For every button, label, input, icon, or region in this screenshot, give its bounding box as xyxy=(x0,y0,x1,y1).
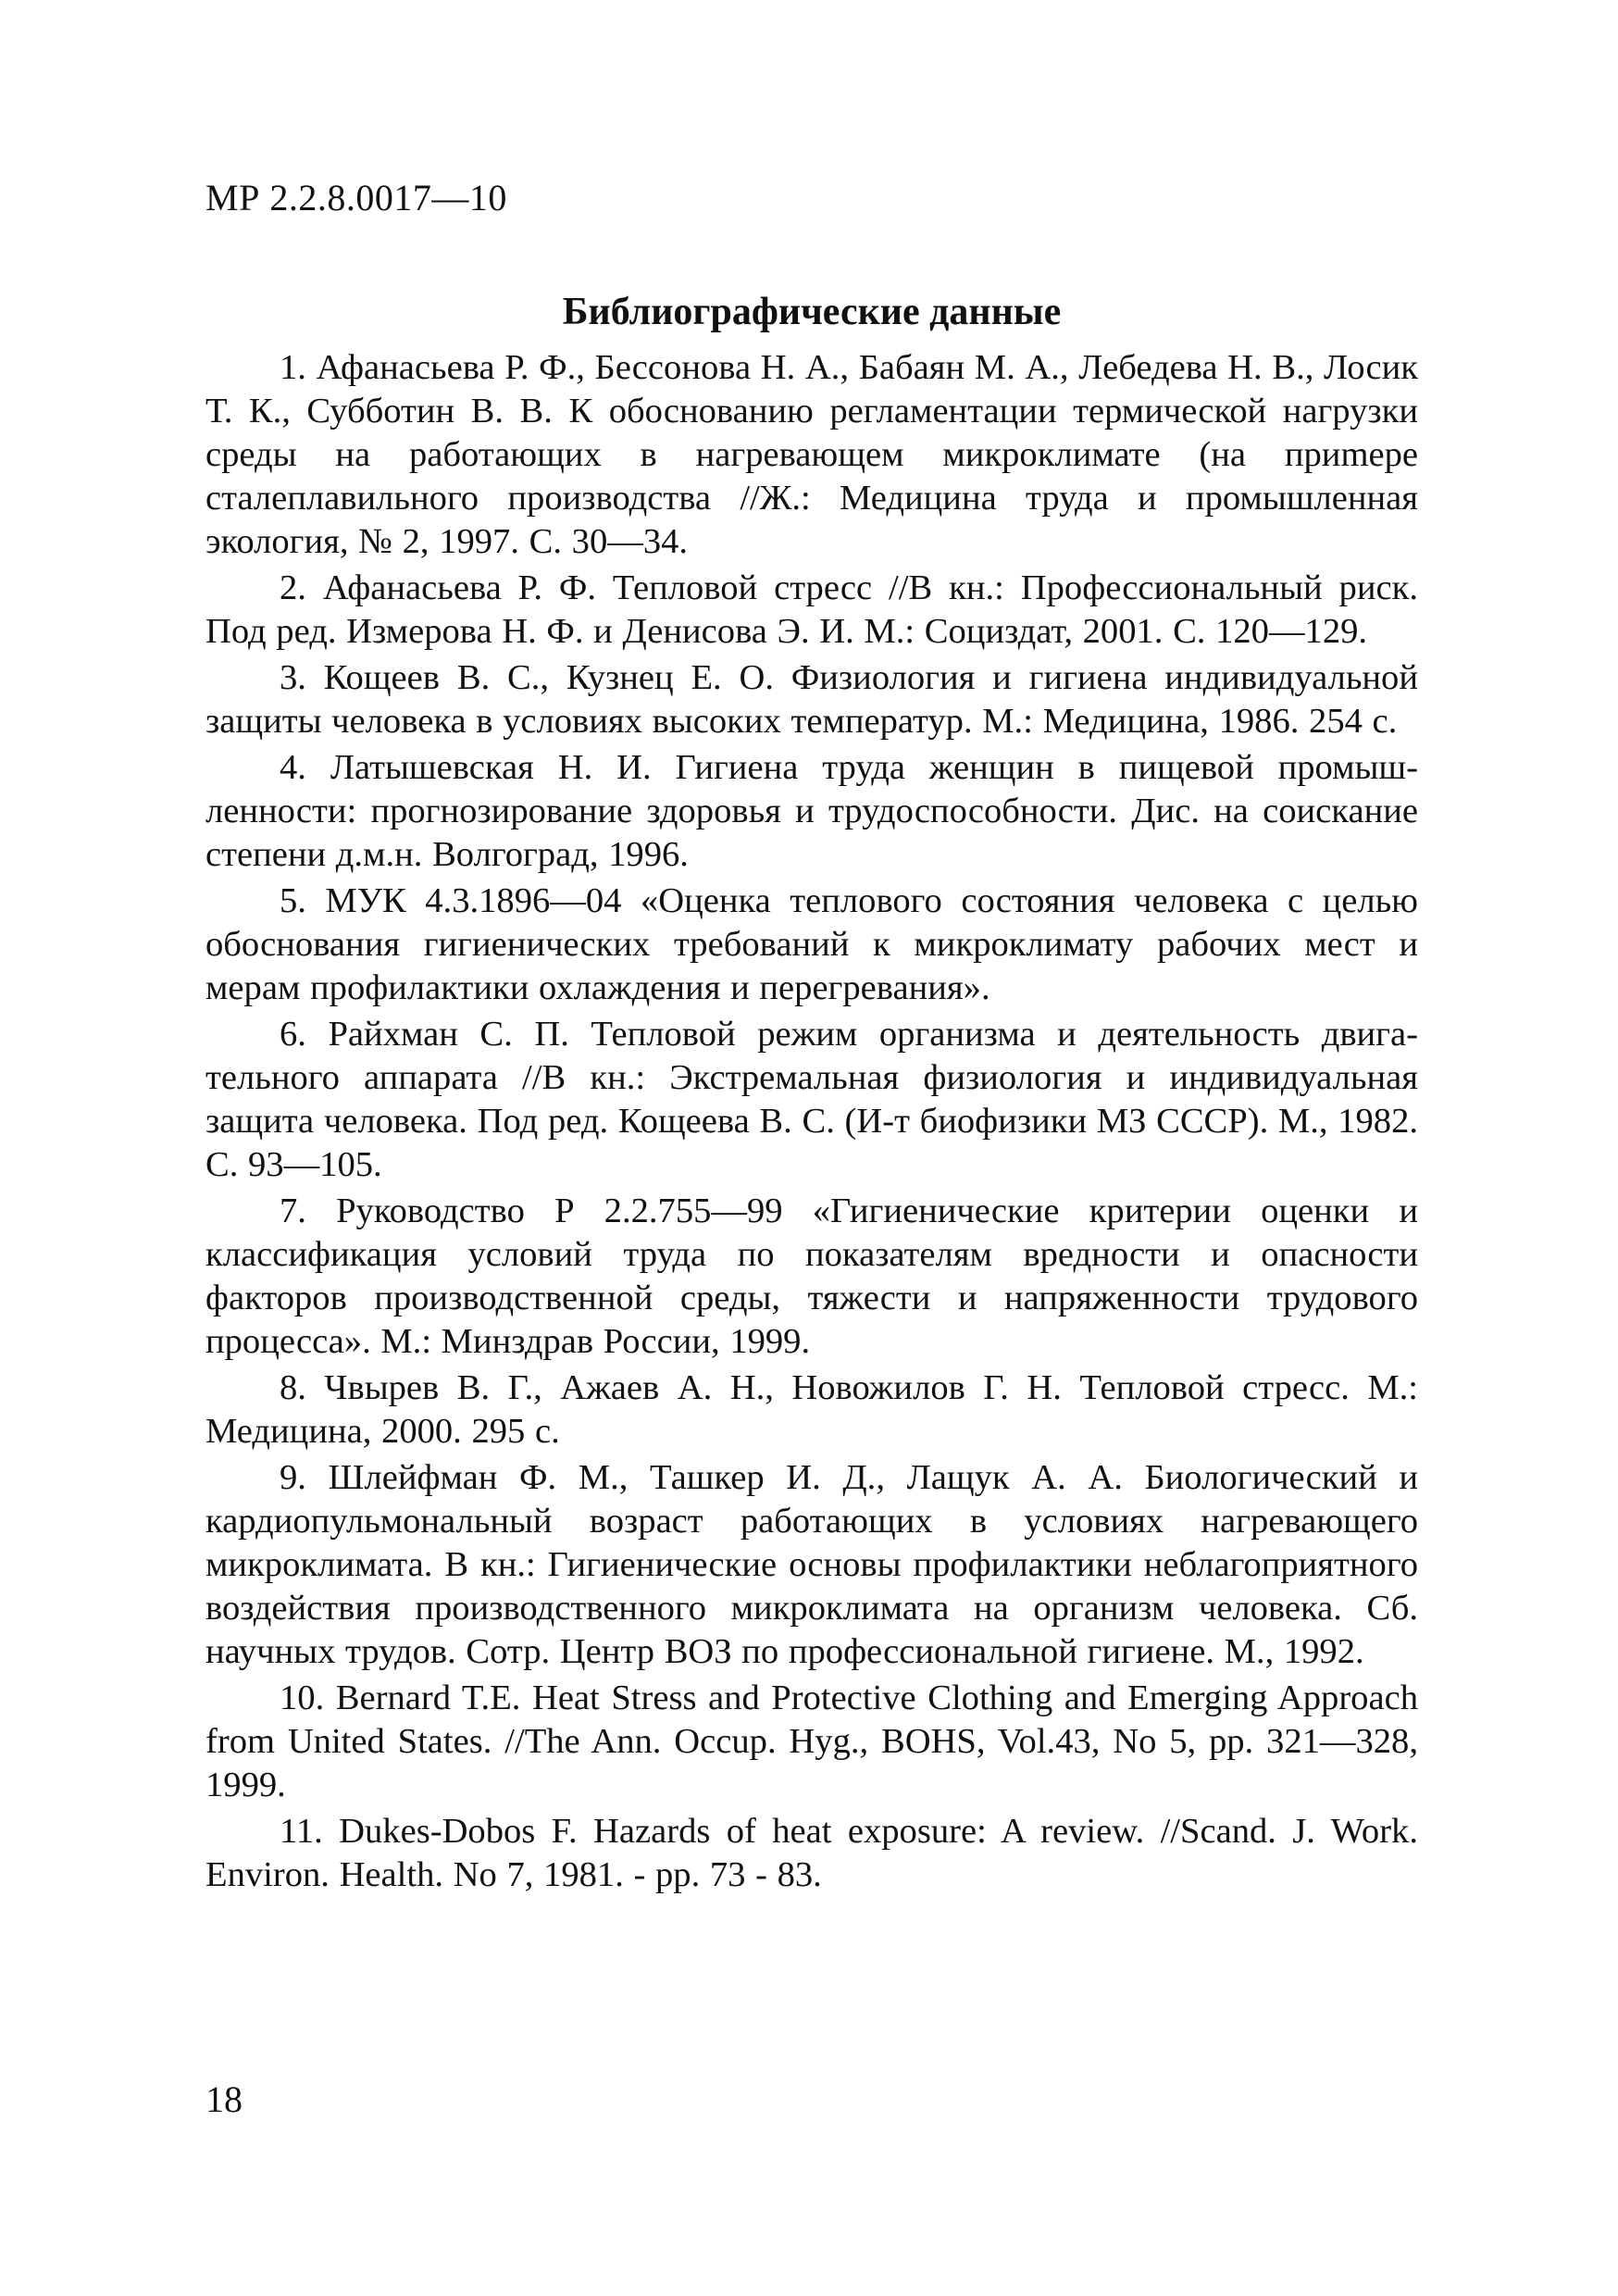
reference-item: 10. Bernard T.E. Heat Stress and Protective Clothing and Emerging Approach from United States. //The Ann. Occup. Hyg., BOHS, Vol.43, No 5, pp. 321—328, 1999. xyxy=(205,1678,1418,1804)
reference-item: 4. Латышевская Н. И. Гигиена труда женщин в пищевой промышленности: прогнозирование здоровья и трудоспособности. Дис. на соискание степени д.м.н. Волгоград, 1996. xyxy=(205,748,1418,874)
reference-item: 1. Афанасьева Р. Ф., Бессонова Н. А., Бабаян М. А., Лебедева Н. В., Лосик Т. К., Субботин В. В. К обоснованию регламентации термической нагрузки среды на работающих в нагревающем микроклимате (на приmере сталеплавильного производства //Ж.: Медицина труда и промышленная экология, № 2, 1997. С. 30—34. xyxy=(205,348,1418,561)
reference-item: 8. Чвырев В. Г., Ажаев А. Н., Новожилов Г. Н. Тепловой стресс. М.: Медицина, 2000. 295 с. xyxy=(205,1368,1418,1451)
document-code: МР 2.2.8.0017—10 xyxy=(205,177,507,218)
reference-item: 9. Шлейфман Ф. М., Ташкер И. Д., Лащук А. А. Биологический и кардиопульмональный возраст работающих в условиях нагревающего микроклимата. В кн.: Гигиенические основы профилактики неблагоприятного воздействия производственного микроклимата на организм человека. Сб. научных трудов. Сотр. Центр ВОЗ по профессиональной гигиене. М., 1992. xyxy=(205,1458,1418,1671)
reference-item: 2. Афанасьева Р. Ф. Тепловой стресс //В кн.: Профессиональный риск. Под ред. Измерова Н. Ф. и Денисова Э. И. М.: Социздат, 2001. С. 120—129. xyxy=(205,568,1418,651)
section-title: Библиографические данные xyxy=(562,291,1062,333)
reference-item: 11. Dukes-Dobos F. Hazards of heat exposure: A review. //Scand. J. Work. Environ. Health. No 7, 1981. - pp. 73 - 83. xyxy=(205,1812,1418,1894)
reference-item: 7. Руководство Р 2.2.755—99 «Гигиенические критерии оценки и классификация условий труда по показателям вредности и опасности факторов производственной среды, тяжести и напряженности трудового процесса». М.: Минздрав России, 1999. xyxy=(205,1192,1418,1361)
reference-item: 6. Райхман С. П. Тепловой режим организма и деятельность двигательного аппарата //В кн.: Экстремальная физиология и индивидуальная защита человека. Под ред. Кощеева В. С. (И-т биофизики МЗ СССР). М., 1982. С. 93—105. xyxy=(205,1015,1418,1184)
reference-item: 3. Кощеев В. С., Кузнец Е. О. Физиология и гигиена индивидуальной защиты человека в условиях высоких температур. М.: Медицина, 1986. 254 с. xyxy=(205,658,1418,741)
reference-list xyxy=(205,346,1418,1900)
reference-item: 5. МУК 4.3.1896—04 «Оценка теплового состояния человека с целью обоснования гигиенических требований к микроклимату рабочих мест и мерам профилактики охлаждения и перегревания». xyxy=(205,881,1418,1007)
page-number: 18 xyxy=(205,2078,243,2120)
